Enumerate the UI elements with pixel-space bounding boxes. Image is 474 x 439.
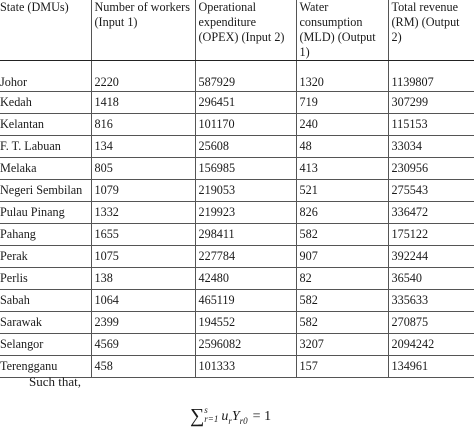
cell-state: Johor bbox=[0, 61, 91, 92]
cell-state: Pulau Pinang bbox=[0, 202, 91, 224]
cell-revenue: 33034 bbox=[388, 136, 474, 158]
cell-water: 521 bbox=[296, 180, 388, 202]
cell-revenue: 336472 bbox=[388, 202, 474, 224]
cell-water: 582 bbox=[296, 290, 388, 312]
cell-opex: 298411 bbox=[195, 224, 296, 246]
cell-workers: 138 bbox=[91, 268, 195, 290]
cell-revenue: 2094242 bbox=[388, 334, 474, 356]
term-y-sub: r0 bbox=[239, 415, 248, 426]
cell-water: 907 bbox=[296, 246, 388, 268]
cell-state: Pahang bbox=[0, 224, 91, 246]
sum-limits bbox=[204, 406, 218, 424]
sum-lower-limit: r=1 bbox=[204, 413, 219, 424]
cell-revenue: 270875 bbox=[388, 312, 474, 334]
cell-opex: 101170 bbox=[195, 114, 296, 136]
cell-revenue: 335633 bbox=[388, 290, 474, 312]
cell-revenue: 115153 bbox=[388, 114, 474, 136]
table-row bbox=[0, 246, 474, 268]
formula-equals: = 1 bbox=[252, 409, 272, 424]
table-row bbox=[0, 180, 474, 202]
cell-water: 240 bbox=[296, 114, 388, 136]
cell-workers: 134 bbox=[91, 136, 195, 158]
table-row bbox=[0, 312, 474, 334]
table-row bbox=[0, 61, 474, 92]
table-row bbox=[0, 268, 474, 290]
cell-opex: 296451 bbox=[195, 92, 296, 114]
such-that-text: Such that, bbox=[29, 374, 81, 389]
sum-symbol: ∑ bbox=[190, 405, 205, 427]
header-opex: Operational expenditure (OPEX) (Input 2) bbox=[195, 0, 296, 61]
cell-water: 582 bbox=[296, 224, 388, 246]
table-row bbox=[0, 114, 474, 136]
table-body bbox=[0, 61, 474, 378]
cell-water: 826 bbox=[296, 202, 388, 224]
cell-workers: 1332 bbox=[91, 202, 195, 224]
cell-workers: 1418 bbox=[91, 92, 195, 114]
cell-revenue: 307299 bbox=[388, 92, 474, 114]
cell-revenue: 230956 bbox=[388, 158, 474, 180]
cell-workers: 2399 bbox=[91, 312, 195, 334]
header-water: Water consumption (MLD) (Output 1) bbox=[296, 0, 388, 61]
cell-water: 3207 bbox=[296, 334, 388, 356]
cell-opex: 465119 bbox=[195, 290, 296, 312]
cell-revenue: 392244 bbox=[388, 246, 474, 268]
cell-state: Melaka bbox=[0, 158, 91, 180]
cell-water: 157 bbox=[296, 356, 388, 378]
cell-workers: 458 bbox=[91, 356, 195, 378]
table-row bbox=[0, 334, 474, 356]
cell-water: 48 bbox=[296, 136, 388, 158]
table-row bbox=[0, 92, 474, 114]
cell-workers: 1079 bbox=[91, 180, 195, 202]
cell-opex: 2596082 bbox=[195, 334, 296, 356]
cell-workers: 2220 bbox=[91, 61, 195, 92]
cell-state: Kelantan bbox=[0, 114, 91, 136]
cell-workers: 1075 bbox=[91, 246, 195, 268]
cell-revenue: 175122 bbox=[388, 224, 474, 246]
cell-opex: 25608 bbox=[195, 136, 296, 158]
cell-state: Sarawak bbox=[0, 312, 91, 334]
header-revenue: Total revenue (RM) (Output 2) bbox=[388, 0, 474, 61]
cell-opex: 156985 bbox=[195, 158, 296, 180]
table-row bbox=[0, 224, 474, 246]
cell-opex: 42480 bbox=[195, 268, 296, 290]
term-u: u bbox=[221, 409, 229, 424]
term-u-sub: r bbox=[228, 415, 232, 426]
cell-state: Terengganu bbox=[0, 356, 91, 378]
cell-opex: 587929 bbox=[195, 61, 296, 92]
cell-water: 82 bbox=[296, 268, 388, 290]
header-state: State (DMUs) bbox=[0, 0, 91, 61]
cell-water: 413 bbox=[296, 158, 388, 180]
header-workers: Number of workers (Input 1) bbox=[91, 0, 195, 61]
sum-upper-limit: s bbox=[204, 404, 208, 415]
cell-revenue: 134961 bbox=[388, 356, 474, 378]
cell-workers: 816 bbox=[91, 114, 195, 136]
cell-opex: 219053 bbox=[195, 180, 296, 202]
cell-opex: 194552 bbox=[195, 312, 296, 334]
cell-opex: 227784 bbox=[195, 246, 296, 268]
cell-state: Kedah bbox=[0, 92, 91, 114]
cell-water: 582 bbox=[296, 312, 388, 334]
cell-revenue: 36540 bbox=[388, 268, 474, 290]
cell-state: Negeri Sembilan bbox=[0, 180, 91, 202]
constraint-formula bbox=[190, 405, 271, 428]
table-row bbox=[0, 290, 474, 312]
cell-workers: 1655 bbox=[91, 224, 195, 246]
cell-revenue: 275543 bbox=[388, 180, 474, 202]
cell-opex: 219923 bbox=[195, 202, 296, 224]
table-row bbox=[0, 136, 474, 158]
table-row bbox=[0, 202, 474, 224]
cell-water: 1320 bbox=[296, 61, 388, 92]
cell-workers: 1064 bbox=[91, 290, 195, 312]
table-header-row bbox=[0, 0, 474, 61]
cell-state: F. T. Labuan bbox=[0, 136, 91, 158]
cell-state: Perak bbox=[0, 246, 91, 268]
cell-state: Selangor bbox=[0, 334, 91, 356]
term-y: Y bbox=[231, 409, 240, 424]
cell-water: 719 bbox=[296, 92, 388, 114]
cell-opex: 101333 bbox=[195, 356, 296, 378]
cell-workers: 4569 bbox=[91, 334, 195, 356]
cell-state: Perlis bbox=[0, 268, 91, 290]
cell-state: Sabah bbox=[0, 290, 91, 312]
table-row bbox=[0, 158, 474, 180]
cell-workers: 805 bbox=[91, 158, 195, 180]
cell-revenue: 1139807 bbox=[388, 61, 474, 92]
